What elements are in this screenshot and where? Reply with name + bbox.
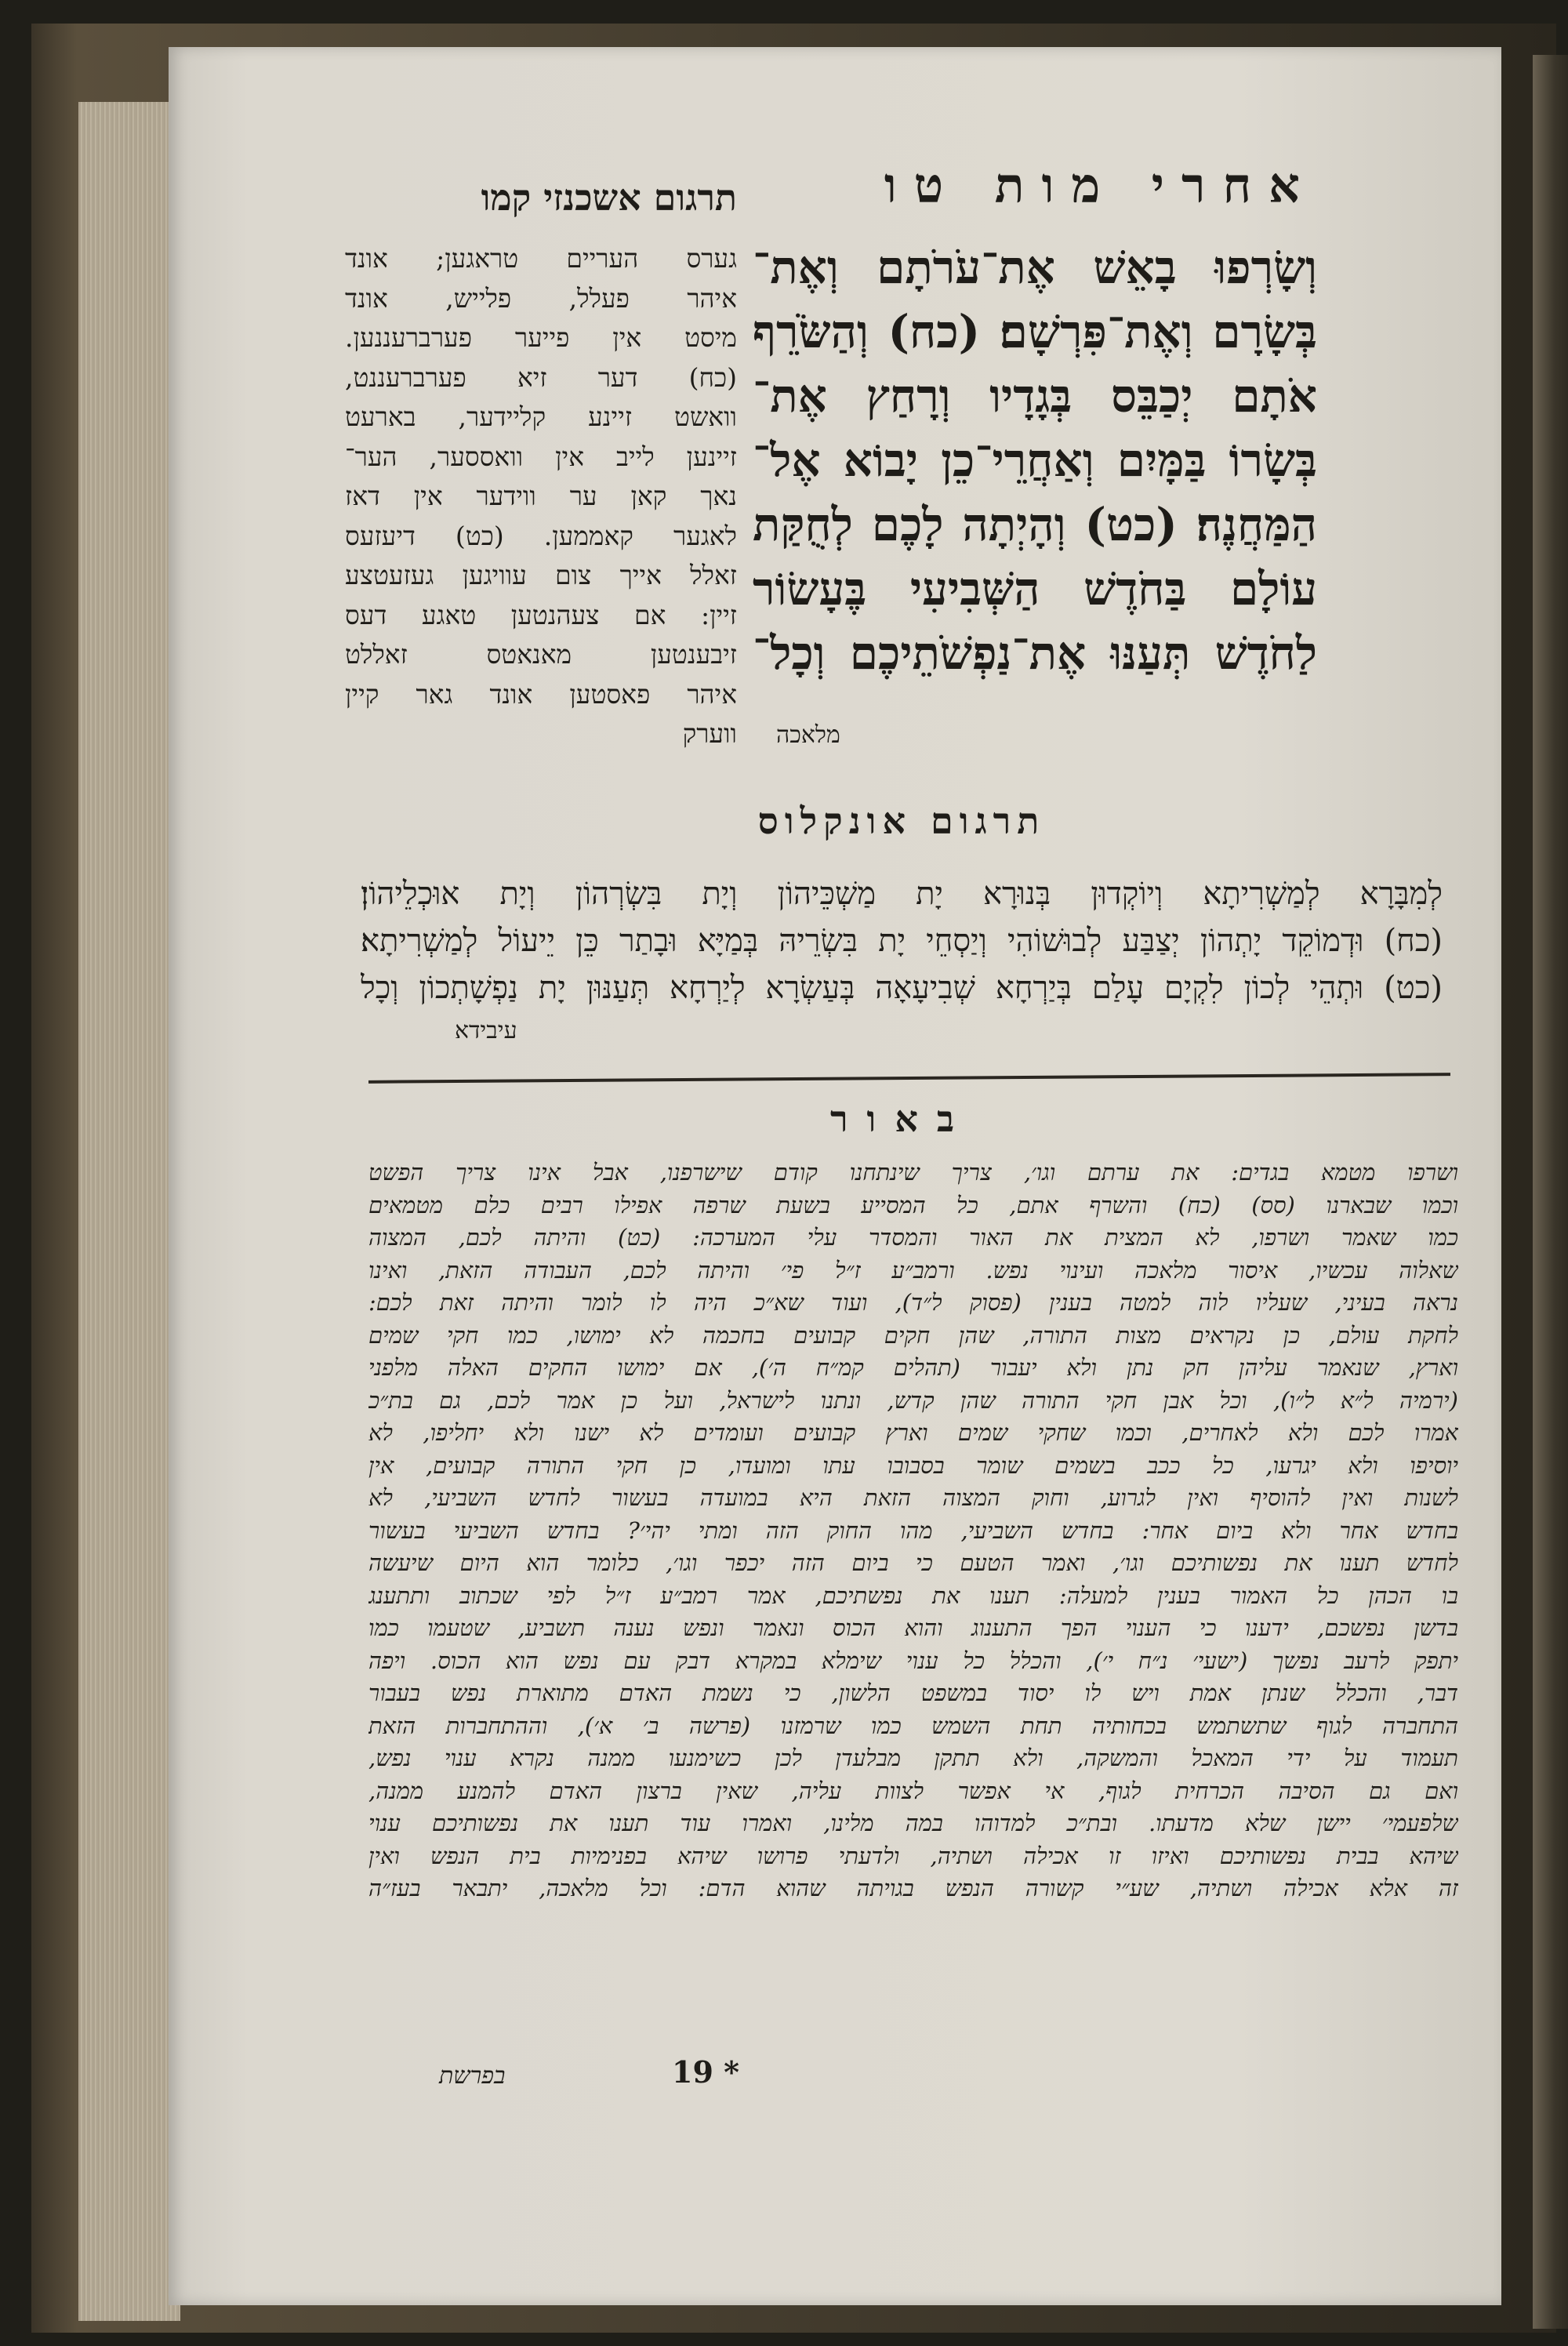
- commentary-line: לשנות ואין להוסיף ואין לגרוע, וחוק המצוה הזאת היא במועדה בעשור לחדש השביעי, לא: [368, 1484, 1458, 1511]
- translation-line: ווערק: [682, 718, 737, 749]
- commentary-line: כמו שאמר ושרפו, לא המצית את האור והמסדר עלי המערכה: (כט) והיתה לכם, המצוה: [368, 1224, 1458, 1251]
- yiddish-translation-column: [345, 239, 737, 804]
- signature-mark: 19 *: [672, 2054, 739, 2090]
- translation-line: נאך קאן ער ווידער אין דאז: [345, 481, 737, 511]
- verse-line: הַמַּחֲנֶה׃ (כט) וְהָיְתָה לָכֶם לְחֻקַּת: [753, 498, 1317, 551]
- page-edges: [78, 102, 180, 2321]
- commentary-line: (ירמיה ל״א ל״ו), וכל אבן חקי התורה שהן קדש, ונתנו לישראל, ועל כן אמר לכם, גם בת״כ: [368, 1386, 1458, 1414]
- verse-line: אֹתָם יְכַבֵּס בְּגָדָיו וְרָחַץ אֶת־: [753, 369, 1317, 423]
- translation-line: (כח) דער זיא פערברעננט,: [345, 361, 737, 393]
- commentary-line: בחדש אחר ולא ביום אחר: בחדש השביעי, מהו החוק הזה ומתי יהי׳? בחדש השביעי בעשור: [368, 1516, 1458, 1544]
- commentary-line: שיהא בבית נפשותיכם ואיזו זו אכילה ושתיה, ולדעתי פרושו שיהא בפנימיות בית הנפש ואין: [368, 1842, 1458, 1869]
- torah-verse-block: [753, 235, 1317, 749]
- commentary-line: נראה בעיני, שעליו לוה למטה בענין (פסוק ל״ד), ועוד שא״כ היה לו לומר והיתה זאת לכם:: [368, 1289, 1458, 1316]
- verse-line: לַחֹדֶשׁ תְּעַנּוּ אֶת־נַפְשֹׁתֵיכֶם וְכָל־: [753, 626, 1317, 680]
- translation-line: זיין: אם צעהנטען טאגע דעס: [345, 599, 737, 630]
- verse-line: וְשָׂרְפוּ בָאֵשׁ אֶת־עֹרֹתָם וְאֶת־: [753, 241, 1317, 294]
- book-cover-edge: [1533, 55, 1568, 2329]
- commentary-line: וארץ, שנאמר עליהן חק נתן ולא יעבור (תהלים קמ״ח ה׳), אם ימושו החקים האלה מלפני: [368, 1354, 1458, 1381]
- translation-line: גערס העריים טראגען; אונד: [345, 243, 737, 274]
- verse-catchword: מלאכה: [776, 721, 840, 749]
- onkelos-line: (כח) וּדְמוֹקֵד יָתְהוֹן יְצַבַּע לְבוּשׁוֹהִי וְיַסְחֵי יָת בִּשְׂרֵיהּ בְּמַיָּא וּבָתַר כֵּן יֵיעוֹל לְמַשְׁרִיתָא׃: [361, 923, 1443, 959]
- commentary-line: בדשן נפשכם, ידענו כי הענוי הפך התענוג והוא הכוס ונאמר ונפש נענה תשביע, שטעמו כמו: [368, 1614, 1458, 1641]
- beur-commentary: [368, 1157, 1458, 2050]
- onkelos-line: (כט) וּתְהֵי לְכוֹן לִקְיָם עָלַם בְּיַרְחָא שְׁבִיעָאָה בְּעַשְׂרָא לְיַרְחָא תְּעַנּוּן יָת נַפְשָׁתְכוֹן וְכָל: [361, 970, 1443, 1006]
- translation-line: וואשט זיינע קליידער, בארעט: [345, 401, 737, 432]
- commentary-line: תעמוד על ידי המאכל והמשקה, ולא תתקן מבלעדן לכן כשימנעו ממנה נקרא ענוי נפש,: [368, 1745, 1458, 1771]
- commentary-line: דבר, והכלל שנתן אמת ויש לו יסוד במשפט הלשון, כי נשמת האדם מתוארת נפש בעבור: [368, 1680, 1458, 1706]
- commentary-line: זה אלא אכילה ושתיה, שע״י קשורה הנפש בגויתה שהוא הדם: וכל מלאכה, יתבאר בעז״ה: [368, 1875, 1458, 1901]
- running-head-title: אחרי מות טו: [884, 157, 1317, 214]
- commentary-line: ושרפו מטמא בגדים: את ערתם וגו׳, צריך שינתחנו קודם שישרפנו, אבל אינו צריך הפשט: [368, 1159, 1458, 1186]
- translation-line: לאגער קאממען. (כט) דיעזעס: [345, 520, 737, 551]
- translation-line: מיסט אין פייער פערברעננען.: [345, 322, 737, 353]
- translation-line: איהר פאסטען אונד גאר קיין: [345, 678, 737, 710]
- onkelos-block: [361, 870, 1443, 1059]
- commentary-line: ואם גם הסיבה הכרחית לגוף, אי אפשר לצוות עליה, שאין ברצון האדם להמנע ממנה,: [368, 1777, 1458, 1804]
- translation-line: זאלל אייך צום עוויגען געזעטצע: [345, 560, 737, 590]
- commentary-line: שאלוה עכשיו, איסור מלאכה ועינוי נפש. ורמב״ע ז״ל פי׳ והיתה לכם, העבודה הזאת, ואינו: [368, 1256, 1458, 1284]
- commentary-line: התחברה לגוף שתשתמש בכחותיה תחת השמש כמו שרמזנו (פרשה ב׳ א׳), וההתחברות הזאת: [368, 1712, 1458, 1739]
- onkelos-catchword: עיבידא: [455, 1017, 517, 1044]
- translation-column-title: תרגום אשכנזי קמו: [481, 176, 737, 219]
- commentary-line: יתפק לרעב נפשך (ישעי׳ נ״ח י׳), והכלל כל ענוי שימלא במקרא דבק עם נפש הוא הכוס. ויפה: [368, 1647, 1458, 1674]
- commentary-line: לחדש תענו את נפשותיכם וגו׳, ואמר הטעם כי ביום הזה יכפר וגו׳, כלומר הוא היום שיעשה: [368, 1549, 1458, 1576]
- commentary-line: וכמו שבארנו (סס) (כח) והשרף אתם, כל המסייע בשעת שרפה אפילו רבים כלם מטמאים: [368, 1191, 1458, 1218]
- beur-title: באור: [829, 1098, 974, 1140]
- commentary-line: בו הכהן כל האמור בענין למעלה: תענו את נפשתיכם, אמר רמב״ע ז״ל לפי שכתוב ותתענג: [368, 1582, 1458, 1609]
- page-catchword: בפרשת: [439, 2062, 506, 2090]
- verse-line: עוֹלָם בַּחֹדֶשׁ הַשְּׁבִיעִי בֶּעָשׂוֹר: [753, 562, 1317, 616]
- commentary-line: שלפעמי׳ יישן שלא מדעתו. ובת״כ למדוהו במה מלינו, ואמרו עוד תענו את נפשותיכם ענוי: [368, 1810, 1458, 1836]
- translation-line: זיינען לייב אין וואססער, הער־: [345, 441, 737, 472]
- commentary-line: יוסיפו ולא יגרעו, כל ככב בשמים שומר בסבובו עתו ומועדו, כן חקי התורה קבועים, אין: [368, 1451, 1458, 1479]
- translation-line: איהר פעלל, פלייש, אונד: [345, 282, 737, 314]
- onkelos-title: תרגום אונקלוס: [757, 800, 1046, 842]
- onkelos-line: לְמִבָּרָא לְמַשְׁרִיתָא וְיוֹקְדוּן בְּנוּרָא יָת מַשְׁכֵּיהוֹן וְיָת בִּשְׂרְהוֹן וְיָת אוּכְלֵיהוֹן׃: [361, 876, 1443, 912]
- verse-line: בְּשָׂרָם וְאֶת־פִּרְשָׁם׃ (כח) וְהַשֹּׂרֵף: [753, 305, 1317, 358]
- verse-line: בְּשָׂרוֹ בַּמָּיִם וְאַחֲרֵי־כֵן יָבוֹא אֶל־: [753, 434, 1317, 487]
- commentary-line: אמרו לכם ולא לאחרים, וכמו שחקי שמים וארץ קבועים ועומדים לא ישנו ולא יחליפו, לא: [368, 1419, 1458, 1446]
- translation-line: זיבענטען מאנאטס זאללט: [345, 639, 737, 670]
- commentary-line: לחקת עולם, כן נקראים מצות התורה, שהן חקים קבועים בחכמה לא ימושו, כמו חקי שמים: [368, 1321, 1458, 1349]
